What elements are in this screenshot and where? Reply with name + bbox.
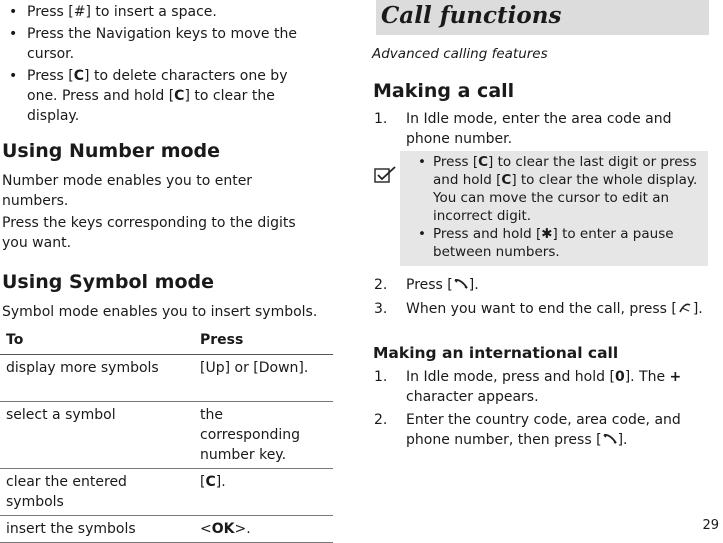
step-2: 2. Press [ ]. (374, 277, 479, 293)
making-call-steps (374, 109, 704, 149)
send-key-icon (602, 433, 618, 445)
table-row (0, 402, 333, 469)
table-row (0, 469, 333, 516)
table-row (0, 355, 333, 402)
table-cell-to: display more symbols (0, 355, 194, 402)
table-header-press: Press (194, 330, 333, 355)
tips-note-box (400, 151, 708, 266)
bullet-delete-chars: • Press [C] to delete characters one by one. Press and hold [C] to clear the display. (0, 66, 330, 126)
end-key-icon (677, 302, 693, 314)
table-row (0, 516, 333, 543)
symbol-mode-heading: Using Symbol mode (2, 271, 214, 293)
step-1: 1. In Idle mode, enter the area code and phone number. (374, 111, 672, 147)
editing-bullets (0, 2, 330, 126)
table-cell-press: <OK>. (194, 516, 333, 543)
international-call-heading: Making an international call (373, 344, 619, 362)
making-call-heading: Making a call (373, 80, 515, 102)
table-cell-to: insert the symbols (0, 516, 194, 543)
section-title: Call functions (381, 2, 562, 29)
number-mode-heading: Using Number mode (2, 140, 221, 162)
table-cell-press: the corresponding number key. (194, 402, 333, 469)
table-cell-to: clear the entered symbols (0, 469, 194, 516)
checkbox-note-icon (374, 165, 398, 185)
making-call-steps-cont (374, 275, 704, 319)
international-call-steps (374, 367, 704, 450)
table-cell-press: [C]. (194, 469, 333, 516)
section-banner (369, 0, 709, 35)
table-cell-to: select a symbol (0, 402, 194, 469)
section-subtitle: Advanced calling features (372, 46, 548, 62)
bullet-insert-space: • Press [#] to insert a space. (0, 2, 330, 22)
note-item-clear: • Press [C] to clear the last digit or press and hold [C] to clear the whole display. You can move the cursor to edit an incorrect digit. (412, 153, 708, 225)
page-number: 29 (702, 518, 719, 533)
bullet-move-cursor: • Press the Navigation keys to move the cursor. (0, 24, 330, 64)
step-3: 3. When you want to end the call, press [ ]. (374, 301, 703, 317)
banner-tab (369, 0, 376, 35)
intl-step-1: 1. In Idle mode, press and hold [0]. The + character appears. (374, 369, 682, 405)
number-mode-instructions: Press the keys corresponding to the digits you want. (2, 215, 296, 251)
table-header-row (0, 330, 333, 355)
table-header-to: To (0, 330, 194, 355)
intl-step-2: 2. Enter the country code, area code, and phone number, then press [ ]. (374, 412, 681, 448)
note-item-pause: • Press and hold [✱] to enter a pause between numbers. (412, 225, 708, 261)
symbol-key-table (0, 330, 333, 543)
send-key-icon (453, 278, 469, 290)
number-mode-desc: Number mode enables you to enter numbers. (2, 173, 253, 209)
table-cell-press: [Up] or [Down]. (194, 355, 333, 402)
symbol-mode-desc: Symbol mode enables you to insert symbols. (2, 304, 318, 320)
